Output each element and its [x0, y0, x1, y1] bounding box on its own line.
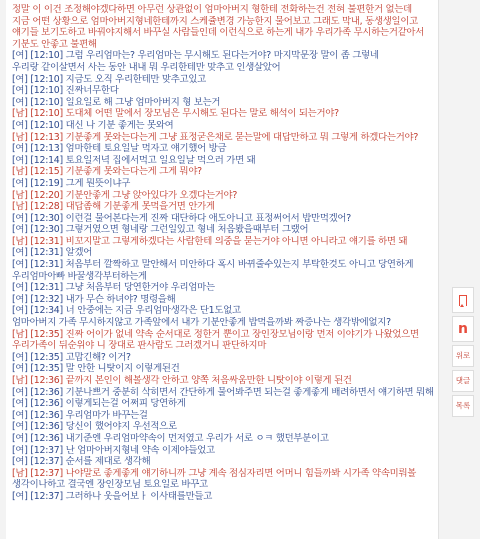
naver-logo-icon: n [458, 321, 468, 337]
chat-message: [여] [12:10] 대신 나 기분 좋게는 못와여 [12, 119, 174, 131]
chat-message: 우리랑 같이살면서 사는 동안 내내 뭐 우리한테만 맞추고 인생살았어 [12, 61, 281, 73]
chat-message: [여] [12:30] 이런걸 물어본다는게 진짜 대단하다 애도아니고 표정써어서 밥만먹겠어? [12, 212, 351, 224]
chat-message: [남] [12:13] 기분좋게 못와는다는게 그냥 표정굳은채로 묻는말에 대답만하고 뭐 그렇게 하겠다는거야? [12, 131, 419, 143]
chat-message: [여] [12:19] 그게 뭔뜻이냐구 [12, 177, 131, 189]
chat-message: [남] [12:20] 기분안좋게 그냥 앉아있다가 오겠다는거야? [12, 189, 238, 201]
post-body [6, 0, 438, 503]
post-intro [12, 4, 434, 50]
intro-line: 기분도 안좋고 불편해 [12, 38, 97, 50]
chat-message: [여] [12:10] 진짜너무한다 [12, 85, 119, 97]
chat-message: [여] [12:30] 그렇거였으면 형네랑 그런일있고 형네 처음봤을때부터 그랬어 [12, 224, 309, 236]
chat-message: [남] [12:36] 끝까지 본인이 해볼생각 안하고 양쪽 처음싸움만한 니탓이야 이렇게 된건 [12, 375, 352, 386]
bookmark-button[interactable] [452, 287, 474, 313]
naver-button[interactable] [452, 316, 474, 342]
chat-message: [여] [12:31] 알겠어 [12, 247, 93, 259]
chat-message: [여] [12:35] 고맙긴해? 이거? [12, 351, 131, 363]
chat-message: [남] [12:35] 진짜 어이가 없네 약속 순서대로 정한거 뿐이고 장인장모님이랑 먼저 이야기가 나왔었으면 [12, 328, 419, 340]
chat-log [12, 50, 434, 502]
chat-message: [여] [12:36] 우리엄마가 바꾸는걸 [12, 409, 148, 421]
list-button[interactable] [452, 395, 474, 417]
comment-button[interactable] [452, 370, 474, 392]
chat-message: 엄마아버지 가족 무시하지않고 가족앞에서 내가 기분안좋게 밥먹을까봐 짜증나는 생각밖에없지? [12, 317, 391, 329]
chat-message: [여] [12:35] 말 안한 니탓이지 이렇게된건 [12, 363, 180, 375]
comment-label: 댓글 [455, 376, 471, 385]
chat-message: [여] [12:36] 이렇게되는걸 어쩌피 당연하게 [12, 398, 186, 410]
intro-line: 정말 이 이건 조정해야겠다하면 아무런 상관없이 엄마아버지 형한테 전화하는건 전혀 불편한거 없는데 [12, 4, 412, 15]
chat-message: [여] [12:31] 처음부터 깔짝하고 말안해서 미안하다 혹시 바뀌줄수있는지 부탁한것도 아니고 당연하게 [12, 259, 414, 271]
chat-message: [여] [12:36] 내기준엔 우리엄마약속이 먼저였고 우리가 서로 ㅇㅋ 했던부분이고 [12, 432, 329, 444]
chat-message: [여] [12:37] 난 엄마아버지형네 약속 이제야들었고 [12, 444, 215, 456]
chat-message: [여] [12:34] 너 안중에는 지금 우리엄마생각은 단1도없고 [12, 305, 241, 317]
chat-message: [여] [12:14] 토요일저녁 집에서먹고 일요일날 먹으러 가면 돼 [12, 154, 256, 166]
chat-message: [남] [12:31] 비꼬지말고 그렇게하겠다는 사람한테 의중을 묻는거야 아니면 아니라고 얘기를 하면 돼 [12, 235, 408, 247]
intro-line: 지금 어떤 상황으로 엄마아버지형네한테까지 스케쥴변경 가능한지 물어보고 그래도 막내, 동생생일이고 [12, 15, 418, 27]
chat-message: [여] [12:36] 기분나쁘거 중분히 삭히면서 간단하게 물어봐주면 되는걸 좋게좋게 배려하면서 얘기하면 뭐해 [12, 386, 434, 398]
chat-message: [여] [12:32] 내가 무슨 하녀야? 명령을해 [12, 293, 176, 305]
chat-message: [여] [12:10] 지금도 오직 우리한테만 맞추고있고 [12, 73, 206, 85]
chat-message: [남] [12:28] 대답좀해 기분좋게 못먹을거면 안가게 [12, 201, 215, 213]
chat-message: [여] [12:10] 일요일로 해 그냥 엄마아버지 형 보는거 [12, 96, 221, 108]
chat-message: [남] [12:15] 기분좋게 못와는다는게 그게 뭐야? [12, 166, 202, 178]
chat-message: [여] [12:13] 엄마한테 토요일날 먹자고 얘기했어 방금 [12, 143, 227, 155]
chat-message: [여] [12:31] 그냥 처음부터 당연한거야 우리엄마는 [12, 282, 215, 294]
chat-message: [남] [12:37] 나야말로 좋게좋게 얘기하니까 그냥 계속 점심자리면 어머니 힘들까봐 시가족 약속미뤄볼 [12, 467, 417, 479]
chat-message: [여] [12:36] 당신이 했어야지 우선적으로 [12, 421, 177, 433]
floating-sidebar [452, 287, 474, 420]
chat-message: [여] [12:37] 그러하나 웃을어보ㅏ 이사태를만들고 [12, 490, 213, 502]
intro-line: 얘기들 보기도하고 바꿔야지해서 바꾸실 사람들인데 이런식으로 하는게 내가 우리가족 무시하는거같아서 [12, 27, 425, 39]
scroll-top-label: 위로 [455, 351, 471, 360]
scroll-top-button[interactable] [452, 345, 474, 367]
chat-message: [여] [12:37] 순서를 제대로 생각해 [12, 456, 151, 468]
list-label: 목록 [455, 401, 471, 410]
chat-message: 생각이나하고 결국엔 장인장모님 토요일로 바꾸고 [12, 479, 208, 491]
post-panel [6, 0, 439, 539]
chat-message: [남] [12:10] 도대체 어떤 말에서 장모님은 무시해도 된다는 말로 해석이 되는거야? [12, 108, 339, 120]
chat-message: 우리가족이 뒤순위야 니 장대로 판사람도 그러겠거니 판단하지마 [12, 340, 267, 352]
bookmark-icon [459, 295, 467, 306]
chat-message: 우리엄마아빠 바꿀생각부터하는게 [12, 270, 147, 282]
chat-message: [여] [12:10] 그럼 우리엄마는? 우리엄마는 무시해도 된다는거야? 마지막문장 말이 좀 그렇네 [12, 50, 379, 62]
